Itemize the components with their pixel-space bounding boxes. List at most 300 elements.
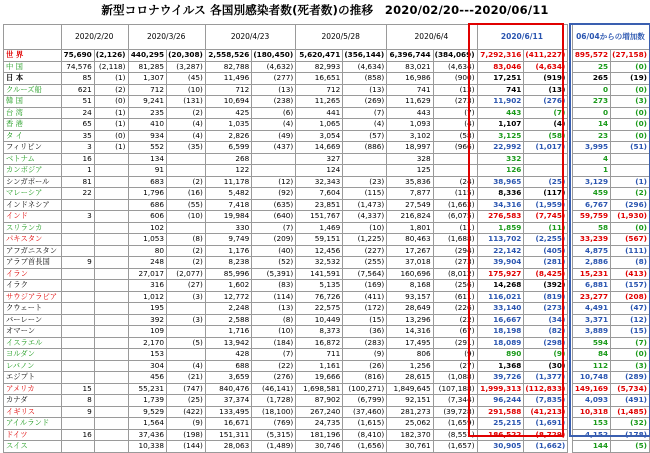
cases-value: 27,017 <box>128 268 167 280</box>
increase-deaths: (289) <box>611 372 650 384</box>
cases-value: 39,904 <box>477 257 524 269</box>
header-date: 2020/6/11 <box>477 25 568 50</box>
highlight-increase <box>569 23 650 437</box>
cases-value: 17,251 <box>477 73 524 85</box>
deaths-value: (273) <box>433 257 477 269</box>
deaths-value: (3) <box>167 291 206 303</box>
country-name: アイルランド <box>4 418 62 430</box>
cases-value: 8,238 <box>205 257 251 269</box>
cases-value: 32,532 <box>296 257 343 269</box>
cases-value: 1,256 <box>387 360 433 372</box>
country-name: 世 界 <box>4 50 62 62</box>
country-name: ヨルダン <box>4 349 62 361</box>
country-name: スリランカ <box>4 222 62 234</box>
cases-value: 316 <box>128 280 167 292</box>
deaths-value: (1,663) <box>433 199 477 211</box>
country-name: レバノン <box>4 360 62 372</box>
deaths-value: (180,450) <box>252 50 296 62</box>
cases-value: 80 <box>128 245 167 257</box>
increase-cases: 273 <box>572 96 610 108</box>
deaths-value: (283) <box>343 337 387 349</box>
deaths-value: (356,144) <box>343 50 387 62</box>
increase-cases: 15,231 <box>572 268 610 280</box>
deaths-value: (747) <box>167 383 206 395</box>
cases-value: 28,615 <box>387 372 433 384</box>
cases-value: 11,902 <box>477 96 524 108</box>
deaths-value: (2) <box>167 245 206 257</box>
cases-value: 1,065 <box>296 119 343 131</box>
deaths-value: (22) <box>433 314 477 326</box>
deaths-value: (1,662) <box>524 441 568 453</box>
deaths-value: (640) <box>252 211 296 223</box>
increase-deaths: (1,485) <box>611 406 650 418</box>
cases-value: 392 <box>128 314 167 326</box>
deaths-value: (10) <box>167 211 206 223</box>
country-name: クルーズ船 <box>4 84 62 96</box>
deaths-value: (40) <box>252 245 296 257</box>
cases-value: 92,151 <box>387 395 433 407</box>
deaths-value: (1,088) <box>433 372 477 384</box>
deaths-value: (114) <box>252 291 296 303</box>
cases-value: 9,749 <box>205 234 251 246</box>
cases-value: 235 <box>128 107 167 119</box>
cases-value: 328 <box>387 153 433 165</box>
deaths-value: (294) <box>433 245 477 257</box>
deaths-value <box>94 165 128 177</box>
deaths-value: (816) <box>343 372 387 384</box>
increase-deaths: (51) <box>611 142 650 154</box>
cases-value: 160,696 <box>387 268 433 280</box>
increase-cases: 265 <box>572 73 610 85</box>
country-name: ベトナム <box>4 153 62 165</box>
deaths-value: (2) <box>167 257 206 269</box>
deaths-value: (67) <box>433 326 477 338</box>
cases-value: 741 <box>387 84 433 96</box>
cases-value: 11,496 <box>205 73 251 85</box>
deaths-value <box>167 349 206 361</box>
cases-value <box>61 418 94 430</box>
cases-value: 621 <box>61 84 94 96</box>
increase-deaths: (1) <box>611 176 650 188</box>
deaths-value: (115) <box>343 188 387 200</box>
increase-deaths: (208) <box>611 291 650 303</box>
cases-value: 18,997 <box>387 142 433 154</box>
cases-value: 216,824 <box>387 211 433 223</box>
increase-deaths: (1,930) <box>611 211 650 223</box>
deaths-value: (3,287) <box>167 61 206 73</box>
cases-value: 1,849,645 <box>387 383 433 395</box>
deaths-value: (1) <box>94 73 128 85</box>
deaths-value: (611) <box>433 291 477 303</box>
increase-deaths: (19) <box>611 73 650 85</box>
deaths-value: (6,075) <box>433 211 477 223</box>
cases-value: 7,418 <box>205 199 251 211</box>
header-country <box>4 25 62 50</box>
cases-value: 81 <box>61 176 94 188</box>
deaths-value <box>167 153 206 165</box>
cases-value: 1,698,581 <box>296 383 343 395</box>
cases-value: 686 <box>128 199 167 211</box>
increase-cases: 4,093 <box>572 395 610 407</box>
cases-value: 304 <box>128 360 167 372</box>
deaths-value: (437) <box>252 142 296 154</box>
increase-cases: 4,152 <box>572 429 610 441</box>
deaths-value: (35) <box>167 142 206 154</box>
cases-value: 30,746 <box>296 441 343 453</box>
deaths-value: (7) <box>343 107 387 119</box>
cases-value: 16,872 <box>296 337 343 349</box>
cases-value: 1,053 <box>128 234 167 246</box>
deaths-value <box>94 268 128 280</box>
cases-value: 890 <box>477 349 524 361</box>
cases-value: 7,604 <box>296 188 343 200</box>
cases-value: 15 <box>61 383 94 395</box>
deaths-value: (7,564) <box>343 268 387 280</box>
deaths-value: (227) <box>343 245 387 257</box>
cases-value: 17,267 <box>387 245 433 257</box>
deaths-value: (7) <box>252 349 296 361</box>
deaths-value: (100,271) <box>343 383 387 395</box>
deaths-value: (7) <box>524 107 568 119</box>
increase-deaths: (111) <box>611 245 650 257</box>
deaths-value <box>94 188 128 200</box>
deaths-value: (256) <box>433 280 477 292</box>
deaths-value <box>94 383 128 395</box>
cases-value: 35,836 <box>387 176 433 188</box>
cases-value: 9,241 <box>128 96 167 108</box>
cases-value: 1,161 <box>296 360 343 372</box>
increase-cases: 14 <box>572 119 610 131</box>
cases-value: 1,859 <box>477 222 524 234</box>
deaths-value: (919) <box>524 73 568 85</box>
deaths-value: (1,688) <box>433 234 477 246</box>
cases-value: 330 <box>205 222 251 234</box>
deaths-value: (769) <box>252 418 296 430</box>
cases-value: 83,021 <box>387 61 433 73</box>
increase-deaths: (3) <box>611 96 650 108</box>
cases-value <box>61 326 94 338</box>
cases-value: 11,265 <box>296 96 343 108</box>
cases-value: 711 <box>296 349 343 361</box>
deaths-value: (172) <box>343 303 387 315</box>
country-name: マレーシア <box>4 188 62 200</box>
cases-value: 75,690 <box>61 50 94 62</box>
deaths-value: (8,551) <box>433 429 477 441</box>
deaths-value: (21) <box>167 372 206 384</box>
deaths-value: (238) <box>252 96 296 108</box>
deaths-value: (1,473) <box>343 199 387 211</box>
deaths-value <box>167 222 206 234</box>
increase-cases: 144 <box>572 441 610 453</box>
deaths-value <box>94 211 128 223</box>
deaths-value: (13) <box>433 84 477 96</box>
deaths-value: (2,126) <box>94 50 128 62</box>
cases-value: 91 <box>128 165 167 177</box>
cases-value: 934 <box>128 130 167 142</box>
cases-value: 153 <box>128 349 167 361</box>
cases-value: 1,564 <box>128 418 167 430</box>
cases-value: 19,666 <box>296 372 343 384</box>
cases-value: 712 <box>296 84 343 96</box>
deaths-value: (858) <box>343 73 387 85</box>
increase-deaths: (7) <box>611 337 650 349</box>
country-name: バーレーン <box>4 314 62 326</box>
increase-deaths: (2) <box>611 188 650 200</box>
country-name: 台 湾 <box>4 107 62 119</box>
increase-cases: 149,169 <box>572 383 610 395</box>
deaths-value <box>167 303 206 315</box>
deaths-value: (7,745) <box>524 211 568 223</box>
deaths-value: (7,835) <box>524 395 568 407</box>
deaths-value <box>94 349 128 361</box>
cases-value: 268 <box>205 153 251 165</box>
deaths-value: (1) <box>94 119 128 131</box>
cases-value: 3,102 <box>387 130 433 142</box>
cases-value: 10,449 <box>296 314 343 326</box>
cases-value: 124 <box>296 165 343 177</box>
cases-value: 30,761 <box>387 441 433 453</box>
deaths-value <box>94 337 128 349</box>
cases-value: 59,151 <box>296 234 343 246</box>
increase-deaths: (0) <box>611 349 650 361</box>
cases-value <box>61 303 94 315</box>
deaths-value: (4,634) <box>433 61 477 73</box>
cases-value: 35 <box>61 130 94 142</box>
cases-value: 456 <box>128 372 167 384</box>
deaths-value: (15) <box>343 314 387 326</box>
increase-cases: 112 <box>572 360 610 372</box>
deaths-value: (1,017) <box>524 142 568 154</box>
header-date: 2020/2/20 <box>61 25 128 50</box>
cases-value: 19,984 <box>205 211 251 223</box>
deaths-value: (13) <box>524 84 568 96</box>
cases-value: 7,877 <box>387 188 433 200</box>
cases-value: 151,311 <box>205 429 251 441</box>
increase-deaths: (47) <box>611 303 650 315</box>
cases-value: 16 <box>61 153 94 165</box>
increase-deaths: (0) <box>611 61 650 73</box>
country-name: イギリス <box>4 406 62 418</box>
cases-value: 9 <box>61 257 94 269</box>
deaths-value: (16) <box>167 188 206 200</box>
cases-value: 16 <box>61 429 94 441</box>
deaths-value: (1,659) <box>433 418 477 430</box>
deaths-value: (5,315) <box>252 429 296 441</box>
deaths-value: (8,012) <box>433 268 477 280</box>
cases-value: 806 <box>387 349 433 361</box>
deaths-value: (13) <box>343 84 387 96</box>
deaths-value <box>94 199 128 211</box>
page-title: 新型コロナウイルス 各国別感染者数(死者数)の推移 2020/02/20---2020/06/11 <box>101 3 549 17</box>
cases-value: 175,927 <box>477 268 524 280</box>
cases-value: 87,902 <box>296 395 343 407</box>
deaths-value: (26) <box>343 360 387 372</box>
cases-value: 1,999,313 <box>477 383 524 395</box>
deaths-value: (276) <box>524 96 568 108</box>
cases-value: 3,125 <box>477 130 524 142</box>
header-date: 2020/3/26 <box>128 25 205 50</box>
cases-value: 34,316 <box>477 199 524 211</box>
deaths-value: (12) <box>252 176 296 188</box>
country-name: カンボジア <box>4 165 62 177</box>
cases-value: 410 <box>128 119 167 131</box>
cases-value: 22,575 <box>296 303 343 315</box>
deaths-value: (5,391) <box>252 268 296 280</box>
increase-cases: 58 <box>572 222 610 234</box>
cases-value: 1,796 <box>128 188 167 200</box>
country-name: 日 本 <box>4 73 62 85</box>
cases-value: 327 <box>296 153 343 165</box>
deaths-value <box>343 165 387 177</box>
deaths-value: (0) <box>94 130 128 142</box>
cases-value: 22,142 <box>477 245 524 257</box>
deaths-value: (4) <box>167 130 206 142</box>
deaths-value <box>167 326 206 338</box>
cases-value: 10,694 <box>205 96 251 108</box>
cases-value: 1,469 <box>296 222 343 234</box>
cases-value: 80,463 <box>387 234 433 246</box>
cases-value: 2,170 <box>128 337 167 349</box>
deaths-value: (131) <box>167 96 206 108</box>
deaths-value: (281) <box>524 257 568 269</box>
cases-value: 332 <box>477 153 524 165</box>
cases-value: 1,012 <box>128 291 167 303</box>
deaths-value: (269) <box>343 96 387 108</box>
cases-value: 9,529 <box>128 406 167 418</box>
deaths-value: (1,615) <box>343 418 387 430</box>
country-name: シンガポール <box>4 176 62 188</box>
cases-value: 1,801 <box>387 222 433 234</box>
cases-value: 65 <box>61 119 94 131</box>
deaths-value: (18,100) <box>252 406 296 418</box>
cases-value: 443 <box>387 107 433 119</box>
cases-value <box>61 234 94 246</box>
cases-value: 3 <box>61 142 94 154</box>
deaths-value <box>94 326 128 338</box>
increase-cases: 23 <box>572 130 610 142</box>
deaths-value <box>94 291 128 303</box>
cases-value: 33,140 <box>477 303 524 315</box>
country-name: イスラエル <box>4 337 62 349</box>
cases-value: 1,368 <box>477 360 524 372</box>
deaths-value: (635) <box>252 199 296 211</box>
cases-value: 16,651 <box>296 73 343 85</box>
deaths-value: (10) <box>167 84 206 96</box>
cases-value: 1,035 <box>205 119 251 131</box>
cases-value: 122 <box>205 165 251 177</box>
cases-value: 1,176 <box>205 245 251 257</box>
increase-deaths: (0) <box>611 222 650 234</box>
cases-value: 125 <box>387 165 433 177</box>
cases-value: 1,602 <box>205 280 251 292</box>
cases-value: 5,482 <box>205 188 251 200</box>
deaths-value: (4) <box>433 119 477 131</box>
cases-value: 39,726 <box>477 372 524 384</box>
cases-value: 1,093 <box>387 119 433 131</box>
deaths-value: (1) <box>94 142 128 154</box>
cases-value: 27,549 <box>387 199 433 211</box>
increase-deaths: (12) <box>611 314 650 326</box>
cases-value <box>61 349 94 361</box>
increase-deaths: (3) <box>611 360 650 372</box>
cases-value: 428 <box>205 349 251 361</box>
deaths-value: (24) <box>433 176 477 188</box>
deaths-value: (1,489) <box>252 441 296 453</box>
deaths-value: (900) <box>433 73 477 85</box>
increase-deaths: (413) <box>611 268 650 280</box>
cases-value: 109 <box>128 326 167 338</box>
cases-value: 102 <box>128 222 167 234</box>
cases-value: 1 <box>61 165 94 177</box>
deaths-value: (209) <box>252 234 296 246</box>
cases-value: 25,062 <box>387 418 433 430</box>
cases-value: 82,993 <box>296 61 343 73</box>
deaths-value: (27) <box>433 360 477 372</box>
cases-value: 741 <box>477 84 524 96</box>
increase-cases: 84 <box>572 349 610 361</box>
deaths-value: (7,344) <box>433 395 477 407</box>
deaths-value: (422) <box>167 406 206 418</box>
deaths-value: (20,308) <box>167 50 206 62</box>
increase-cases: 153 <box>572 418 610 430</box>
increase-deaths: (0) <box>611 130 650 142</box>
deaths-value: (4,634) <box>524 61 568 73</box>
cases-value: 2,558,526 <box>205 50 251 62</box>
cases-value: 281,273 <box>387 406 433 418</box>
country-name: 香 港 <box>4 119 62 131</box>
increase-deaths: (32) <box>611 418 650 430</box>
cases-value: 96,244 <box>477 395 524 407</box>
increase-deaths: (296) <box>611 199 650 211</box>
cases-value: 85,996 <box>205 268 251 280</box>
increase-deaths: (5) <box>611 441 650 453</box>
cases-value: 683 <box>128 176 167 188</box>
country-name: タ イ <box>4 130 62 142</box>
cases-value: 14,316 <box>387 326 433 338</box>
deaths-value: (6) <box>252 107 296 119</box>
increase-cases: 1 <box>572 165 610 177</box>
increase-deaths: (0) <box>611 107 650 119</box>
deaths-value: (52) <box>252 257 296 269</box>
cases-value: 2,588 <box>205 314 251 326</box>
header-date: 2020/5/28 <box>296 25 387 50</box>
deaths-value <box>94 395 128 407</box>
deaths-value: (27) <box>167 280 206 292</box>
cases-value: 16,667 <box>477 314 524 326</box>
increase-cases: 33,239 <box>572 234 610 246</box>
deaths-value: (384,069) <box>433 50 477 62</box>
cases-value: 24,735 <box>296 418 343 430</box>
deaths-value: (41,213) <box>524 406 568 418</box>
cases-value: 11,629 <box>387 96 433 108</box>
deaths-value: (8,729) <box>524 429 568 441</box>
increase-cases: 895,572 <box>572 50 610 62</box>
header-date: 2020/6/4 <box>387 25 477 50</box>
increase-cases: 25 <box>572 61 610 73</box>
deaths-value: (819) <box>524 291 568 303</box>
deaths-value: (22) <box>252 360 296 372</box>
cases-value: 8,373 <box>296 326 343 338</box>
highlight-2020-6-11 <box>468 23 564 437</box>
deaths-value: (169) <box>343 280 387 292</box>
cases-value: 28,063 <box>205 441 251 453</box>
cases-value: 13,296 <box>387 314 433 326</box>
cases-value: 9 <box>61 406 94 418</box>
cases-value: 186,522 <box>477 429 524 441</box>
country-name: 韓 国 <box>4 96 62 108</box>
deaths-value <box>94 234 128 246</box>
cases-value: 3,659 <box>205 372 251 384</box>
